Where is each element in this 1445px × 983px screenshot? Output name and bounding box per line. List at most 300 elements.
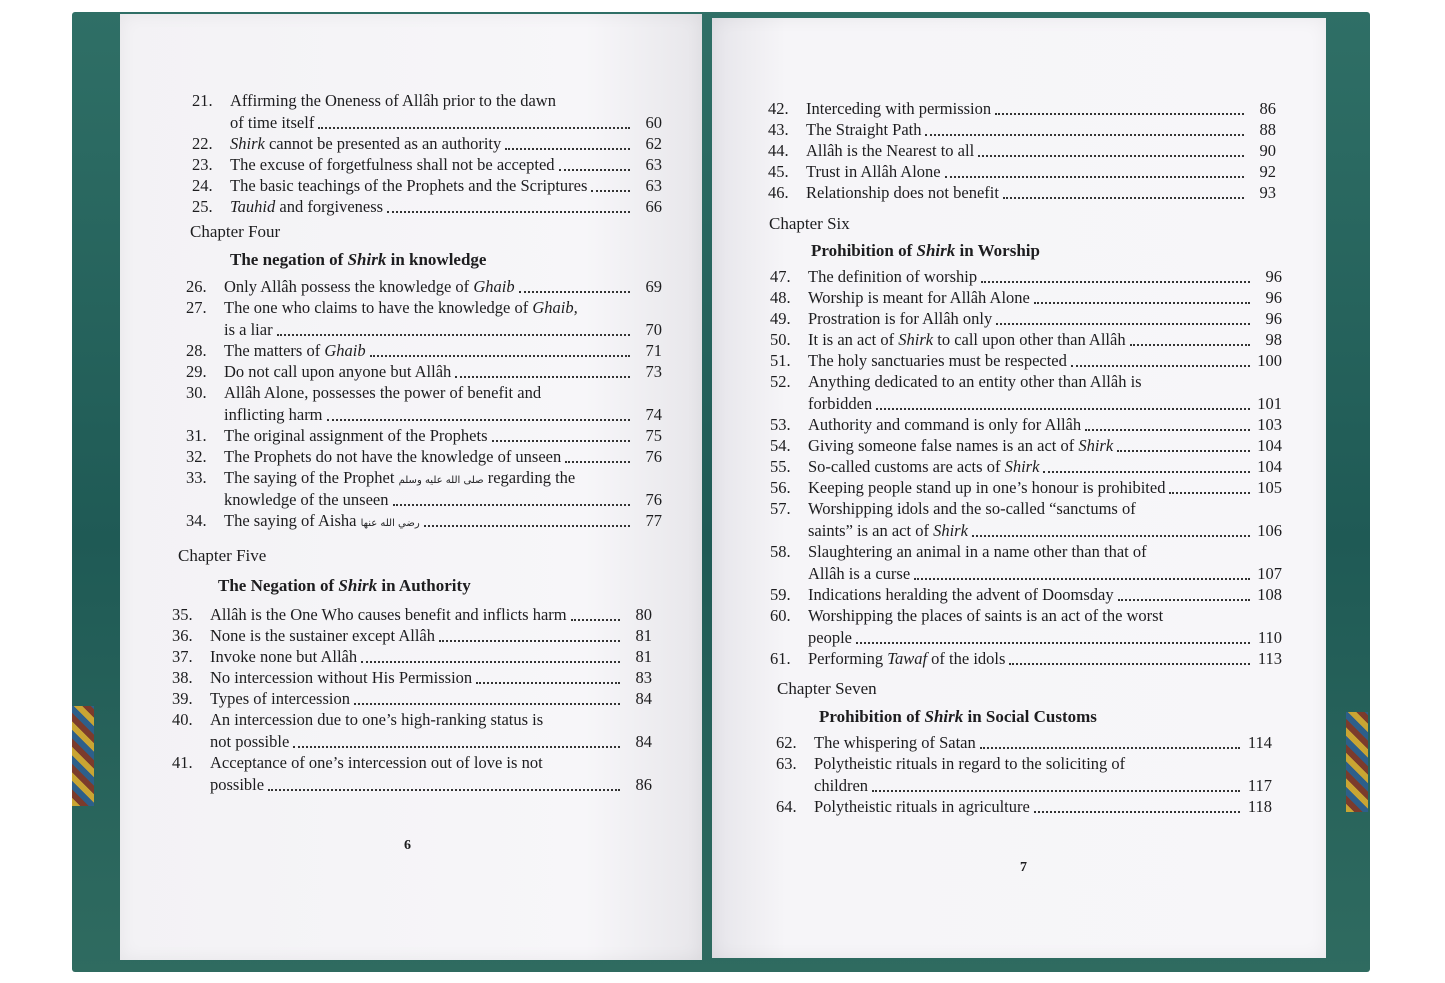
- entry-number: 32.: [186, 447, 207, 466]
- toc-entry: [192, 154, 662, 175]
- entry-number: 49.: [770, 309, 791, 328]
- toc-entry: [172, 667, 652, 688]
- entry-title-text: So-called customs are acts of: [808, 457, 1005, 476]
- dot-leader: [995, 107, 1244, 115]
- entry-number: 63.: [776, 754, 797, 773]
- entry-number: 35.: [172, 605, 193, 624]
- toc-entry: [192, 90, 662, 111]
- toc-entry: [770, 329, 1282, 350]
- toc-group-right-3: [776, 732, 1272, 817]
- entry-title: [224, 468, 575, 488]
- toc-group-left-3: [172, 604, 652, 795]
- toc-entry: [770, 626, 1282, 648]
- dot-leader: [268, 783, 620, 791]
- subtitle-text: Prohibition of: [811, 241, 917, 260]
- dot-leader: [387, 205, 630, 213]
- toc-entry: [768, 161, 1276, 182]
- entry-number: 60.: [770, 606, 791, 625]
- entry-number: 28.: [186, 341, 207, 360]
- entry-number: 39.: [172, 689, 193, 708]
- dot-leader: [318, 121, 630, 129]
- entry-title: [224, 298, 578, 318]
- entry-number: 34.: [186, 511, 207, 530]
- entry-title-italic: Ghaib: [324, 341, 366, 360]
- entry-title: [230, 155, 555, 175]
- entry-title: [808, 267, 977, 287]
- dot-leader: [547, 763, 620, 769]
- entry-title: [808, 499, 1136, 519]
- entry-title: [814, 754, 1125, 774]
- toc-entry: [186, 467, 662, 488]
- entry-title-text: The Straight Path: [806, 120, 922, 139]
- entry-title-text: Anything dedicated to an entity other than Allâh is: [808, 372, 1142, 391]
- dot-leader: [571, 613, 620, 621]
- toc-entry: [768, 140, 1276, 161]
- entry-title-text: Allâh Alone, possesses the power of benefit and: [224, 383, 542, 402]
- entry-number: 46.: [768, 183, 789, 202]
- dot-leader: [1130, 338, 1250, 346]
- entry-page-number: 77: [645, 511, 662, 530]
- entry-title-text: people: [808, 628, 852, 647]
- entry-title-text: children: [814, 776, 869, 795]
- entry-page-number: 110: [1257, 628, 1282, 647]
- dot-leader: [1034, 296, 1250, 304]
- entry-title: [210, 710, 543, 730]
- entry-title-text: Authority and command is only for Allâh: [808, 415, 1082, 434]
- entry-title: [210, 626, 435, 646]
- entry-number: 43.: [768, 120, 789, 139]
- entry-title: [224, 341, 366, 361]
- entry-page-number: 88: [1259, 120, 1276, 139]
- dot-leader: [1169, 486, 1250, 494]
- entry-title-text: The holy sanctuaries must be respected: [808, 351, 1067, 370]
- toc-entry: [770, 648, 1282, 669]
- entry-title-text: Prostration is for Allâh only: [808, 309, 993, 328]
- entry-title: [808, 628, 852, 648]
- entry-page-number: 86: [635, 775, 652, 794]
- entry-title-text: No intercession without His Permission: [210, 668, 473, 687]
- entry-title: [210, 775, 264, 795]
- dot-leader: [981, 275, 1250, 283]
- entry-title: [808, 585, 1114, 605]
- entry-title-text: The saying of Aisha: [224, 511, 361, 530]
- entry-number: 62.: [776, 733, 797, 752]
- page-number-left: 6: [404, 838, 411, 853]
- entry-number: 61.: [770, 649, 791, 668]
- toc-entry: [186, 446, 662, 467]
- entry-page-number: 118: [1247, 797, 1272, 816]
- entry-title-text: knowledge of the unseen: [224, 490, 389, 509]
- toc-entry: [770, 456, 1282, 477]
- entry-page-number: 96: [1265, 267, 1282, 286]
- right-page: [712, 18, 1326, 958]
- entry-title-italic: Tawaf: [887, 649, 928, 668]
- dot-leader: [277, 328, 630, 336]
- entry-title: [224, 426, 488, 446]
- entry-title: [808, 564, 910, 584]
- entry-title-text: Invoke none but Allâh: [210, 647, 358, 666]
- toc-entry: [770, 350, 1282, 371]
- dot-leader: [1118, 593, 1250, 601]
- toc-entry: [776, 732, 1272, 753]
- dot-leader: [579, 478, 630, 484]
- entry-title: [230, 91, 556, 111]
- dot-leader: [492, 434, 631, 442]
- entry-number: 57.: [770, 499, 791, 518]
- dot-leader: [856, 636, 1250, 644]
- entry-page-number: 84: [635, 689, 652, 708]
- toc-entry: [776, 753, 1272, 774]
- entry-page-number: 84: [635, 732, 652, 751]
- entry-title-text: Affirming the Oneness of Allâh prior to the dawn: [230, 91, 556, 110]
- entry-number: 54.: [770, 436, 791, 455]
- entry-title: [230, 176, 587, 196]
- toc-entry: [770, 435, 1282, 456]
- entry-page-number: 106: [1257, 521, 1282, 540]
- entry-title-text: Allâh is the One Who causes benefit and inflicts harm: [210, 605, 567, 624]
- entry-title: [210, 732, 289, 752]
- entry-number: 33.: [186, 468, 207, 487]
- toc-entry: [186, 382, 662, 403]
- toc-entry: [186, 276, 662, 297]
- entry-title-text: saints” is an act of: [808, 521, 934, 540]
- subtitle-text: The negation of: [230, 250, 348, 269]
- entry-number: 23.: [192, 155, 213, 174]
- entry-number: 56.: [770, 478, 791, 497]
- toc-entry: [186, 318, 662, 340]
- toc-entry: [192, 175, 662, 196]
- toc-entry: [770, 477, 1282, 498]
- dot-leader: [1034, 805, 1240, 813]
- entry-page-number: 83: [635, 668, 652, 687]
- entry-title: [224, 277, 515, 297]
- entry-title: [224, 320, 273, 340]
- cover-ornament-left: [72, 706, 94, 806]
- entry-number: 31.: [186, 426, 207, 445]
- entry-number: 58.: [770, 542, 791, 561]
- entry-number: 21.: [192, 91, 213, 110]
- entry-number: 45.: [768, 162, 789, 181]
- entry-number: 26.: [186, 277, 207, 296]
- entry-title-text: Types of intercession: [210, 689, 350, 708]
- entry-title-text: Do not call upon anyone but Allâh: [224, 362, 452, 381]
- toc-entry: [768, 98, 1276, 119]
- dot-leader: [455, 370, 630, 378]
- subtitle-italic: Shirk: [924, 707, 964, 726]
- entry-title-text: The excuse of forgetfulness shall not be accepted: [230, 155, 555, 174]
- entry-title-text: Keeping people stand up in one’s honour is prohibited: [808, 478, 1166, 497]
- entry-page-number: 60: [645, 113, 662, 132]
- dot-leader: [519, 285, 630, 293]
- entry-title: [806, 141, 974, 161]
- entry-title-text: None is the sustainer except Allâh: [210, 626, 435, 645]
- entry-title: [808, 330, 1126, 350]
- dot-leader: [476, 676, 620, 684]
- entry-title-italic: Shirk: [933, 521, 968, 540]
- entry-title: [230, 113, 314, 133]
- dot-leader: [505, 142, 630, 150]
- entry-number: 29.: [186, 362, 207, 381]
- entry-title-text: of time itself: [230, 113, 315, 132]
- entry-number: 27.: [186, 298, 207, 317]
- entry-title-italic: Ghaib: [473, 277, 515, 296]
- entry-page-number: 93: [1259, 183, 1276, 202]
- entry-title-text: and forgiveness: [275, 197, 384, 216]
- entry-page-number: 76: [645, 447, 662, 466]
- toc-entry: [186, 488, 662, 510]
- entry-number: 40.: [172, 710, 193, 729]
- toc-entry: [186, 510, 662, 531]
- subtitle-text: The Negation of: [218, 576, 339, 595]
- dot-leader: [876, 402, 1250, 410]
- entry-title: [808, 436, 1113, 456]
- entry-page-number: 107: [1257, 564, 1282, 583]
- dot-leader: [914, 572, 1250, 580]
- entry-number: 48.: [770, 288, 791, 307]
- toc-entry: [770, 392, 1282, 414]
- entry-page-number: 104: [1257, 457, 1282, 476]
- dot-leader: [439, 634, 620, 642]
- entry-title: [806, 99, 991, 119]
- entry-page-number: 96: [1265, 309, 1282, 328]
- entry-title-text: Allâh is a curse: [808, 564, 911, 583]
- entry-number: 22.: [192, 134, 213, 153]
- dot-leader: [354, 697, 620, 705]
- entry-title-text: is a liar: [224, 320, 273, 339]
- entry-number: 30.: [186, 383, 207, 402]
- entry-number: 38.: [172, 668, 193, 687]
- entry-title-text: Polytheistic rituals in agriculture: [814, 797, 1030, 816]
- entry-number: 24.: [192, 176, 213, 195]
- entry-title-text: Interceding with permission: [806, 99, 992, 118]
- dot-leader: [1085, 423, 1250, 431]
- dot-leader: [293, 740, 620, 748]
- entry-title: [814, 797, 1030, 817]
- dot-leader: [1146, 382, 1250, 388]
- toc-entry: [186, 340, 662, 361]
- entry-page-number: 76: [645, 490, 662, 509]
- entry-title: [210, 753, 543, 773]
- subtitle-italic: Shirk: [347, 250, 387, 269]
- entry-page-number: 103: [1257, 415, 1282, 434]
- entry-number: 59.: [770, 585, 791, 604]
- entry-page-number: 71: [645, 341, 662, 360]
- entry-page-number: 81: [635, 647, 652, 666]
- toc-entry: [172, 688, 652, 709]
- entry-title: [808, 521, 968, 541]
- toc-entry: [770, 287, 1282, 308]
- dot-leader: [361, 655, 620, 663]
- toc-entry: [186, 403, 662, 425]
- entry-page-number: 70: [645, 320, 662, 339]
- subtitle-text: in Social Customs: [963, 707, 1097, 726]
- dot-leader: [925, 128, 1244, 136]
- dot-leader: [393, 498, 631, 506]
- entry-title: [806, 162, 941, 182]
- entry-title-text: Worshipping idols and the so-called “sanctums of: [808, 499, 1136, 518]
- toc-group-left-1: [192, 90, 662, 217]
- entry-title-text: The definition of worship: [808, 267, 978, 286]
- toc-entry: [172, 709, 652, 730]
- chapter-four-heading: Chapter Four: [190, 222, 281, 241]
- entry-title: [224, 490, 389, 510]
- toc-entry: [186, 297, 662, 318]
- entry-page-number: 100: [1257, 351, 1282, 370]
- toc-entry: [776, 796, 1272, 817]
- toc-entry: [770, 498, 1282, 519]
- entry-number: 42.: [768, 99, 789, 118]
- entry-title: [808, 415, 1081, 435]
- dot-leader: [582, 308, 630, 314]
- entry-page-number: 117: [1247, 776, 1272, 795]
- dot-leader: [547, 720, 620, 726]
- dot-leader: [1043, 465, 1250, 473]
- entry-title: [808, 394, 872, 414]
- entry-title-text: Trust in Allâh Alone: [806, 162, 941, 181]
- entry-title: [224, 447, 561, 467]
- toc-group-left-2: [186, 276, 662, 531]
- entry-title-text: Polytheistic rituals in regard to the soliciting of: [814, 754, 1126, 773]
- entry-page-number: 86: [1259, 99, 1276, 118]
- toc-entry: [770, 308, 1282, 329]
- entry-number: 44.: [768, 141, 789, 160]
- chapter-five-subtitle: [218, 576, 471, 596]
- entry-title-text: forbidden: [808, 394, 873, 413]
- entry-number: 64.: [776, 797, 797, 816]
- entry-page-number: 74: [645, 405, 662, 424]
- toc-entry: [768, 182, 1276, 203]
- entry-page-number: 80: [635, 605, 652, 624]
- dot-leader: [565, 455, 630, 463]
- entry-title: [224, 362, 451, 382]
- entry-title-italic: Shirk: [1004, 457, 1040, 476]
- chapter-five-heading: Chapter Five: [178, 546, 267, 565]
- entry-title-text: The matters of: [224, 341, 325, 360]
- entry-title-italic: Shirk: [230, 134, 265, 153]
- entry-number: 47.: [770, 267, 791, 286]
- entry-title-text: inflicting harm: [224, 405, 323, 424]
- toc-group-right-2: [770, 266, 1282, 669]
- subtitle-text: in Worship: [955, 241, 1040, 260]
- dot-leader: [1151, 552, 1250, 558]
- entry-number: 55.: [770, 457, 791, 476]
- chapter-seven-subtitle: [819, 707, 1097, 727]
- entry-page-number: 105: [1257, 478, 1282, 497]
- dot-leader: [972, 529, 1250, 537]
- entry-title-text: Relationship does not benefit: [806, 183, 999, 202]
- entry-title: [808, 309, 992, 329]
- entry-page-number: 96: [1265, 288, 1282, 307]
- dot-leader: [1167, 616, 1250, 622]
- dot-leader: [545, 393, 630, 399]
- toc-entry: [770, 414, 1282, 435]
- subtitle-text: in knowledge: [386, 250, 487, 269]
- dot-leader: [327, 413, 630, 421]
- toc-entry: [770, 562, 1282, 584]
- entry-title: [210, 689, 350, 709]
- toc-entry: [770, 584, 1282, 605]
- chapter-six-heading: Chapter Six: [769, 214, 850, 233]
- dot-leader: [978, 149, 1244, 157]
- entry-title-italic: Shirk: [1078, 436, 1114, 455]
- entry-page-number: 63: [645, 155, 662, 174]
- chapter-four-subtitle: [230, 250, 486, 270]
- entry-title: [808, 351, 1067, 371]
- dot-leader: [370, 349, 630, 357]
- entry-title-text: Performing: [808, 649, 888, 668]
- entry-title-text: Slaughtering an animal in a name other than that of: [808, 542, 1147, 561]
- entry-title: [808, 372, 1142, 392]
- entry-title: [808, 457, 1039, 477]
- toc-entry: [770, 605, 1282, 626]
- toc-entry: [172, 730, 652, 752]
- dot-leader: [1140, 509, 1250, 515]
- entry-title-text: The original assignment of the Prophets: [224, 426, 488, 445]
- entry-title: [814, 733, 976, 753]
- toc-entry: [172, 625, 652, 646]
- entry-title-text: cannot be presented as an authority: [264, 134, 502, 153]
- toc-entry: [770, 541, 1282, 562]
- dot-leader: [1129, 764, 1240, 770]
- entry-title: [224, 383, 541, 403]
- entry-page-number: 66: [645, 197, 662, 216]
- entry-page-number: 90: [1259, 141, 1276, 160]
- toc-entry: [768, 119, 1276, 140]
- toc-entry: [770, 519, 1282, 541]
- toc-entry: [172, 773, 652, 795]
- left-page: [120, 14, 702, 960]
- toc-entry: [192, 133, 662, 154]
- toc-entry: [192, 111, 662, 133]
- entry-title-text: The one who claims to have the knowledge of: [224, 298, 533, 317]
- entry-page-number: 73: [645, 362, 662, 381]
- entry-title-text: possible: [210, 775, 265, 794]
- dot-leader: [1071, 359, 1250, 367]
- entry-title-text: The Prophets do not have the knowledge of unseen: [224, 447, 562, 466]
- entry-number: 41.: [172, 753, 193, 772]
- entry-page-number: 113: [1257, 649, 1282, 668]
- entry-page-number: 104: [1257, 436, 1282, 455]
- entry-title: [210, 647, 357, 667]
- entry-number: 36.: [172, 626, 193, 645]
- entry-page-number: 114: [1247, 733, 1272, 752]
- dot-leader: [872, 784, 1240, 792]
- entry-page-number: 69: [645, 277, 662, 296]
- toc-entry: [172, 752, 652, 773]
- page-number-right: 7: [1020, 860, 1027, 875]
- entry-number: 37.: [172, 647, 193, 666]
- entry-title-text: Only Allâh possess the knowledge of: [224, 277, 474, 296]
- entry-title-italic: Shirk: [898, 330, 934, 349]
- entry-title: [224, 405, 323, 425]
- entry-title-text: Giving someone false names is an act of: [808, 436, 1079, 455]
- entry-number: 50.: [770, 330, 791, 349]
- entry-number: 25.: [192, 197, 213, 216]
- entry-title-text: regarding the: [483, 468, 576, 487]
- entry-title: [808, 649, 1005, 669]
- dot-leader: [980, 741, 1240, 749]
- entry-title-text: The saying of the Prophet: [224, 468, 399, 487]
- toc-entry: [770, 371, 1282, 392]
- subtitle-text: Prohibition of: [819, 707, 925, 726]
- dot-leader: [1117, 444, 1250, 452]
- entry-title: [230, 197, 383, 217]
- entry-title: [808, 478, 1165, 498]
- arabic-honorific: رضي الله عنها: [360, 518, 420, 529]
- toc-entry: [776, 774, 1272, 796]
- entry-title-text: It is an act of: [808, 330, 899, 349]
- entry-title: [210, 605, 567, 625]
